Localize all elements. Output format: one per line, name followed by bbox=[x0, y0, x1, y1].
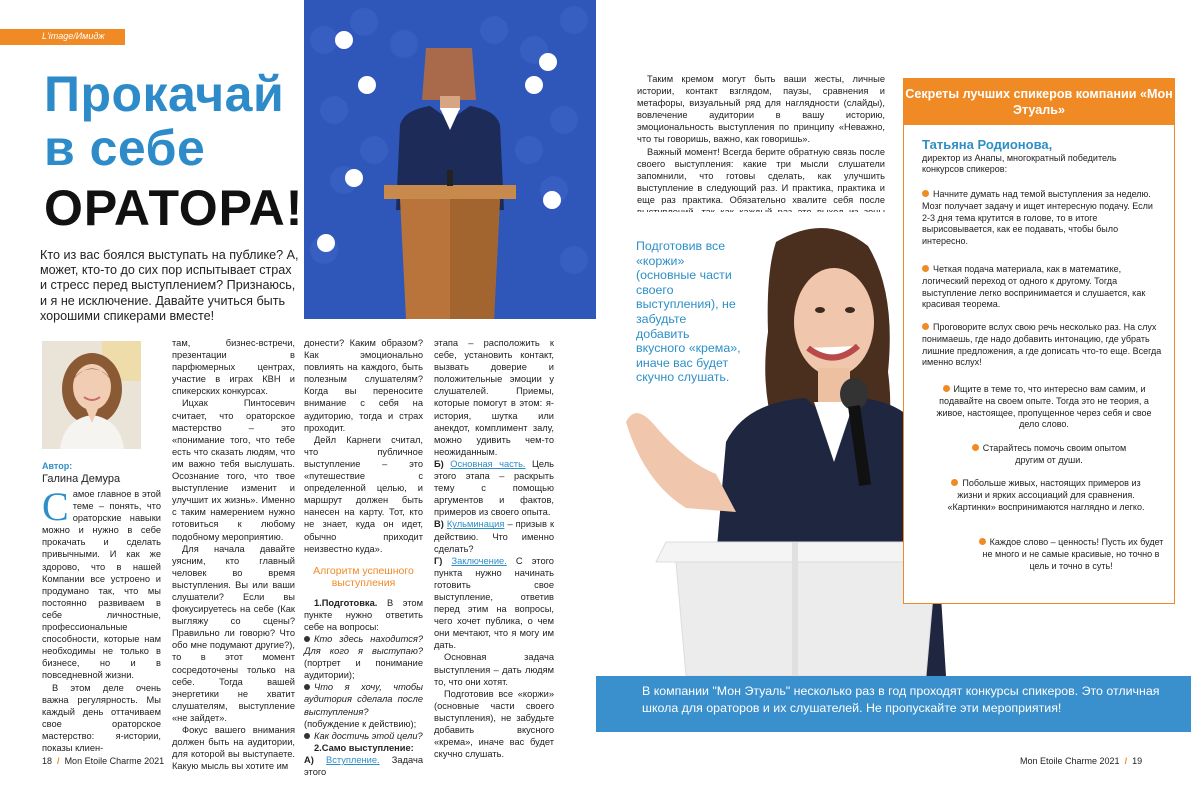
col2-paragraph-2: Ицхак Пинтосевич считает, что ораторское мастерство – это «понимание того, что тебе есть что сказать людям, что им важно тебя выслушать. Осознание того, что твое выступление изменит и улучшит их жизнь». Именно с таким намерением нужно готовиться к любому подобному мероприятию. bbox=[172, 398, 295, 542]
tip-item bbox=[922, 264, 1162, 311]
bullet-icon bbox=[922, 265, 929, 272]
stage-v-label: В) bbox=[434, 519, 444, 530]
magazine-name-right: Mon Etoile Charme 2021 bbox=[1020, 756, 1120, 766]
stage-b-label: Б) bbox=[434, 458, 444, 469]
dropcap: С bbox=[42, 484, 69, 529]
bullet-icon bbox=[922, 323, 929, 330]
sidebar-heading: Секреты лучших спикеров компании «Мон Этуаль» bbox=[904, 79, 1174, 125]
col5-paragraph-1: Таким кремом могут быть ваши жесты, личные истории, контакт взглядом, паузы, сравнения и метафоры, визуальный ряд для наглядности (слайды), вовлечение аудитории в вашу историю, эмоциональность выступления по принципу «Неважно, что ты говоришь, важно, как говоришь». bbox=[637, 74, 885, 145]
tip-text: Старайтесь помочь своим опытом другим от души. bbox=[982, 443, 1127, 465]
bullet-icon bbox=[304, 733, 310, 739]
author-photo bbox=[42, 341, 141, 449]
bullet-icon bbox=[304, 684, 310, 690]
question-3: Как достичь этой цели? bbox=[314, 730, 423, 741]
stage-v-text: – призыв к действию. Что именно сделать? bbox=[434, 519, 555, 554]
article-column-4 bbox=[434, 337, 554, 760]
title-line-3: ОРАТОРА! bbox=[44, 180, 304, 236]
tip-item bbox=[978, 537, 1164, 572]
question-1-tail: (портрет и понимание аудитории); bbox=[304, 658, 423, 681]
question-2: Что я хочу, чтобы аудитория сделала после выступления? bbox=[304, 682, 423, 717]
article-column-3 bbox=[304, 337, 423, 778]
title-line-1: Прокачай bbox=[44, 66, 285, 122]
tip-text: Четкая подача материала, как в математике, логический переход от одного к другому. Тогда выступление легко воспринимается и слушается, как красивая теорема. bbox=[922, 264, 1146, 310]
col2-paragraph-1: там, бизнес-встречи, презентации в парфюмерных центрах, участие в играх КВН и спикерских конкурсах. bbox=[172, 338, 295, 397]
bullet-icon bbox=[972, 444, 979, 451]
tips-sidebar bbox=[903, 78, 1175, 604]
sidebar-role: директор из Анапы, многократный победитель конкурсов спикеров: bbox=[922, 153, 1117, 174]
stage-g-text: С этого пункта нужно начинать готовить свое выступление, ответив перед этим на вопросы, чего хочет публика, о чем они мечтают, что я могу им дать. bbox=[434, 555, 554, 651]
speaker-illustration bbox=[304, 0, 596, 319]
col3-paragraph-2: Дейл Карнеги считал, что публичное выступление – это «путешествие с определенной целью, и маршрут должен быть нанесен на карту. Тот, кто не знает, куда он идет, обычно приходит неизвестно куда». bbox=[304, 434, 423, 554]
col4-paragraph-2: Основная задача выступления – дать людям то, что они хотят. bbox=[434, 652, 554, 687]
bullet-icon bbox=[951, 479, 958, 486]
magazine-name-left: Mon Etoile Charme 2021 bbox=[64, 756, 165, 766]
tip-text: Каждое слово – ценность! Пусть их будет не много и не самые красивые, но точно в цель и точно в суть! bbox=[982, 537, 1164, 571]
col4-paragraph-3: Подготовив все «коржи» (основные части своего выступления), не забудьте добавить вкусного «крема», иначе вас будет скучно слушать. bbox=[434, 688, 554, 760]
stage-a-label: А) bbox=[304, 754, 314, 765]
stage-a-term: Вступление. bbox=[326, 754, 380, 765]
tip-item bbox=[946, 478, 1146, 513]
section-tag bbox=[0, 29, 125, 45]
step1-title: 1.Подготовка. bbox=[314, 597, 378, 608]
page-number-right: 19 bbox=[1132, 756, 1143, 766]
article-column-1 bbox=[42, 484, 161, 754]
stage-b-text: Цель этого этапа – раскрыть тему с помощью аргументов и фактов, примеров из своего опыта. bbox=[434, 458, 554, 518]
col5-paragraph-2: Важный момент! Всегда берите обратную связь после своего выступления: какие три мысли слушатели запомнили, что готовы сделать, как улучшить выступление в следующий раз. И практика, практика и еще раз практика. Обязательно хвалите себя после bbox=[637, 146, 885, 205]
tip-text: Проговорите вслух свою речь несколько раз. На слух понимаешь, где надо добавить интонацию, где убрать лишние предложения, а где дописать что-то еще. Всегда именно вслух! bbox=[922, 322, 1162, 368]
footer-separator: / bbox=[54, 756, 63, 766]
col2-paragraph-4: Фокус вашего внимания должен быть на аудитории, для которой вы выступаете. Какую мысль вы хотите им bbox=[172, 725, 295, 772]
lead-paragraph: Кто из вас боялся выступать на публике? А, может, кто-то до сих пор испытывает страх и стресс перед выступлением? Признаюсь, и я не исключение. Давайте учиться быть хорошими спикерами вместе! bbox=[40, 248, 299, 323]
bullet-icon bbox=[943, 385, 950, 392]
sidebar-name: Татьяна Родионова, bbox=[922, 137, 1053, 152]
footer-separator: / bbox=[1122, 756, 1130, 766]
section-tag-label: L'image/Имидж bbox=[42, 31, 105, 41]
bottom-banner-text: В компании "Мон Этуаль" несколько раз в год проходят конкурсы спикеров. Это отличная школа для ораторов и их слушателей. Не пропускайте эти мероприятия! bbox=[642, 684, 1160, 715]
stage-v-term: Кульминация bbox=[446, 519, 505, 530]
question-1: Кто здесь находится? Для кого я выступаю? bbox=[304, 633, 423, 657]
tip-text: Побольше живых, настоящих примеров из жизни и ярких ассоциаций для сравнения. «Картинки» воспринимаются наглядно и легко. bbox=[947, 478, 1145, 512]
tip-item bbox=[964, 443, 1134, 467]
footer-left bbox=[42, 756, 164, 766]
stage-g-label: Г) bbox=[434, 555, 443, 566]
page-number-left: 18 bbox=[42, 756, 53, 766]
bullet-icon bbox=[922, 190, 929, 197]
step1-text: В этом пункте нужно ответить себе на вопросы: bbox=[304, 597, 423, 632]
algorithm-subheading: Алгоритм успешного выступления bbox=[313, 564, 414, 589]
col1-paragraph-2: В этом деле очень важна регулярность. Мы каждый день оттачиваем свое ораторское мастерство: я-истории, показы клиен- bbox=[42, 682, 161, 753]
title-line-2: в себе bbox=[44, 120, 206, 176]
col4-paragraph-1: этапа – расположить к себе, установить контакт, вызвать доверие и положительные эмоции у слушателей. Приемы, которые помогут в этом: я-история, шутка или анекдот, комплимент залу, можно удивить чем-то неожиданным. bbox=[434, 338, 554, 457]
bottom-banner bbox=[596, 676, 1191, 732]
col2-paragraph-3: Для начала давайте уясним, кто главный человек во время выступления. Вы или ваши слушатели? Если вы фокусируетесь на себе (Как выгляжу со сцены? Правильно ли говорю? Что обо мне подумают другие?), то в этот момент сосредоточены только на себе. Тогда вашей энергетики не хватит слушателям, выступление «не зайдет». bbox=[172, 543, 295, 723]
stage-b-term: Основная часть. bbox=[450, 458, 526, 469]
step2-title: 2.Само выступление: bbox=[314, 742, 414, 753]
col1-paragraph-1: амое главное в этой теме – понять, что ораторские навыки можно и нужно в себе прокачать и сделать привычными. И как же здорово, что в нашей Компании все устроено и продумано так, что мы постоянно развиваем в себе личностные, профессиональные способности, которые нам необходимы не только в бизнесе, но и в повседневной жизни. bbox=[42, 489, 161, 681]
question-2-tail: (побуждение к действию); bbox=[304, 718, 417, 729]
bullet-icon bbox=[979, 538, 986, 545]
pull-quote: Подготовив все «коржи» (основные части своего выступления), не забудьте добавить вкусного «крема», иначе вас будет скучно слушать. bbox=[636, 239, 741, 385]
stage-g-term: Заключение. bbox=[451, 555, 507, 566]
article-column-2 bbox=[172, 337, 295, 772]
tip-text: Начните думать над темой выступления за неделю. Мозг получает задачу и ищет интересную подачу. Если 2-3 дня тема крутится в голове, то в итоге вырисовывается, как ее подавать, чтобы было интересно. bbox=[922, 189, 1153, 247]
author-name: Галина Демура bbox=[42, 473, 121, 485]
col3-paragraph-1: донести? Каким образом? Как эмоционально повлиять на каждого, быть полезным слушателям? Когда вы переносите внимание с себя на аудиторию, тогда и страх проходит. bbox=[304, 338, 423, 433]
footer-right bbox=[1020, 756, 1142, 766]
tip-item bbox=[922, 189, 1162, 248]
bullet-icon bbox=[304, 636, 310, 642]
tip-item bbox=[922, 322, 1162, 369]
tip-item bbox=[934, 384, 1154, 431]
tip-text: Ищите в теме то, что интересно вам самим, и подавайте на своем опыте. Тогда это не теория, а живое, настоящее, пропущенное через себя и свое дело слово. bbox=[936, 384, 1152, 430]
author-label: Автор: bbox=[42, 461, 73, 471]
stage-a-text: Задача этого bbox=[304, 754, 423, 777]
